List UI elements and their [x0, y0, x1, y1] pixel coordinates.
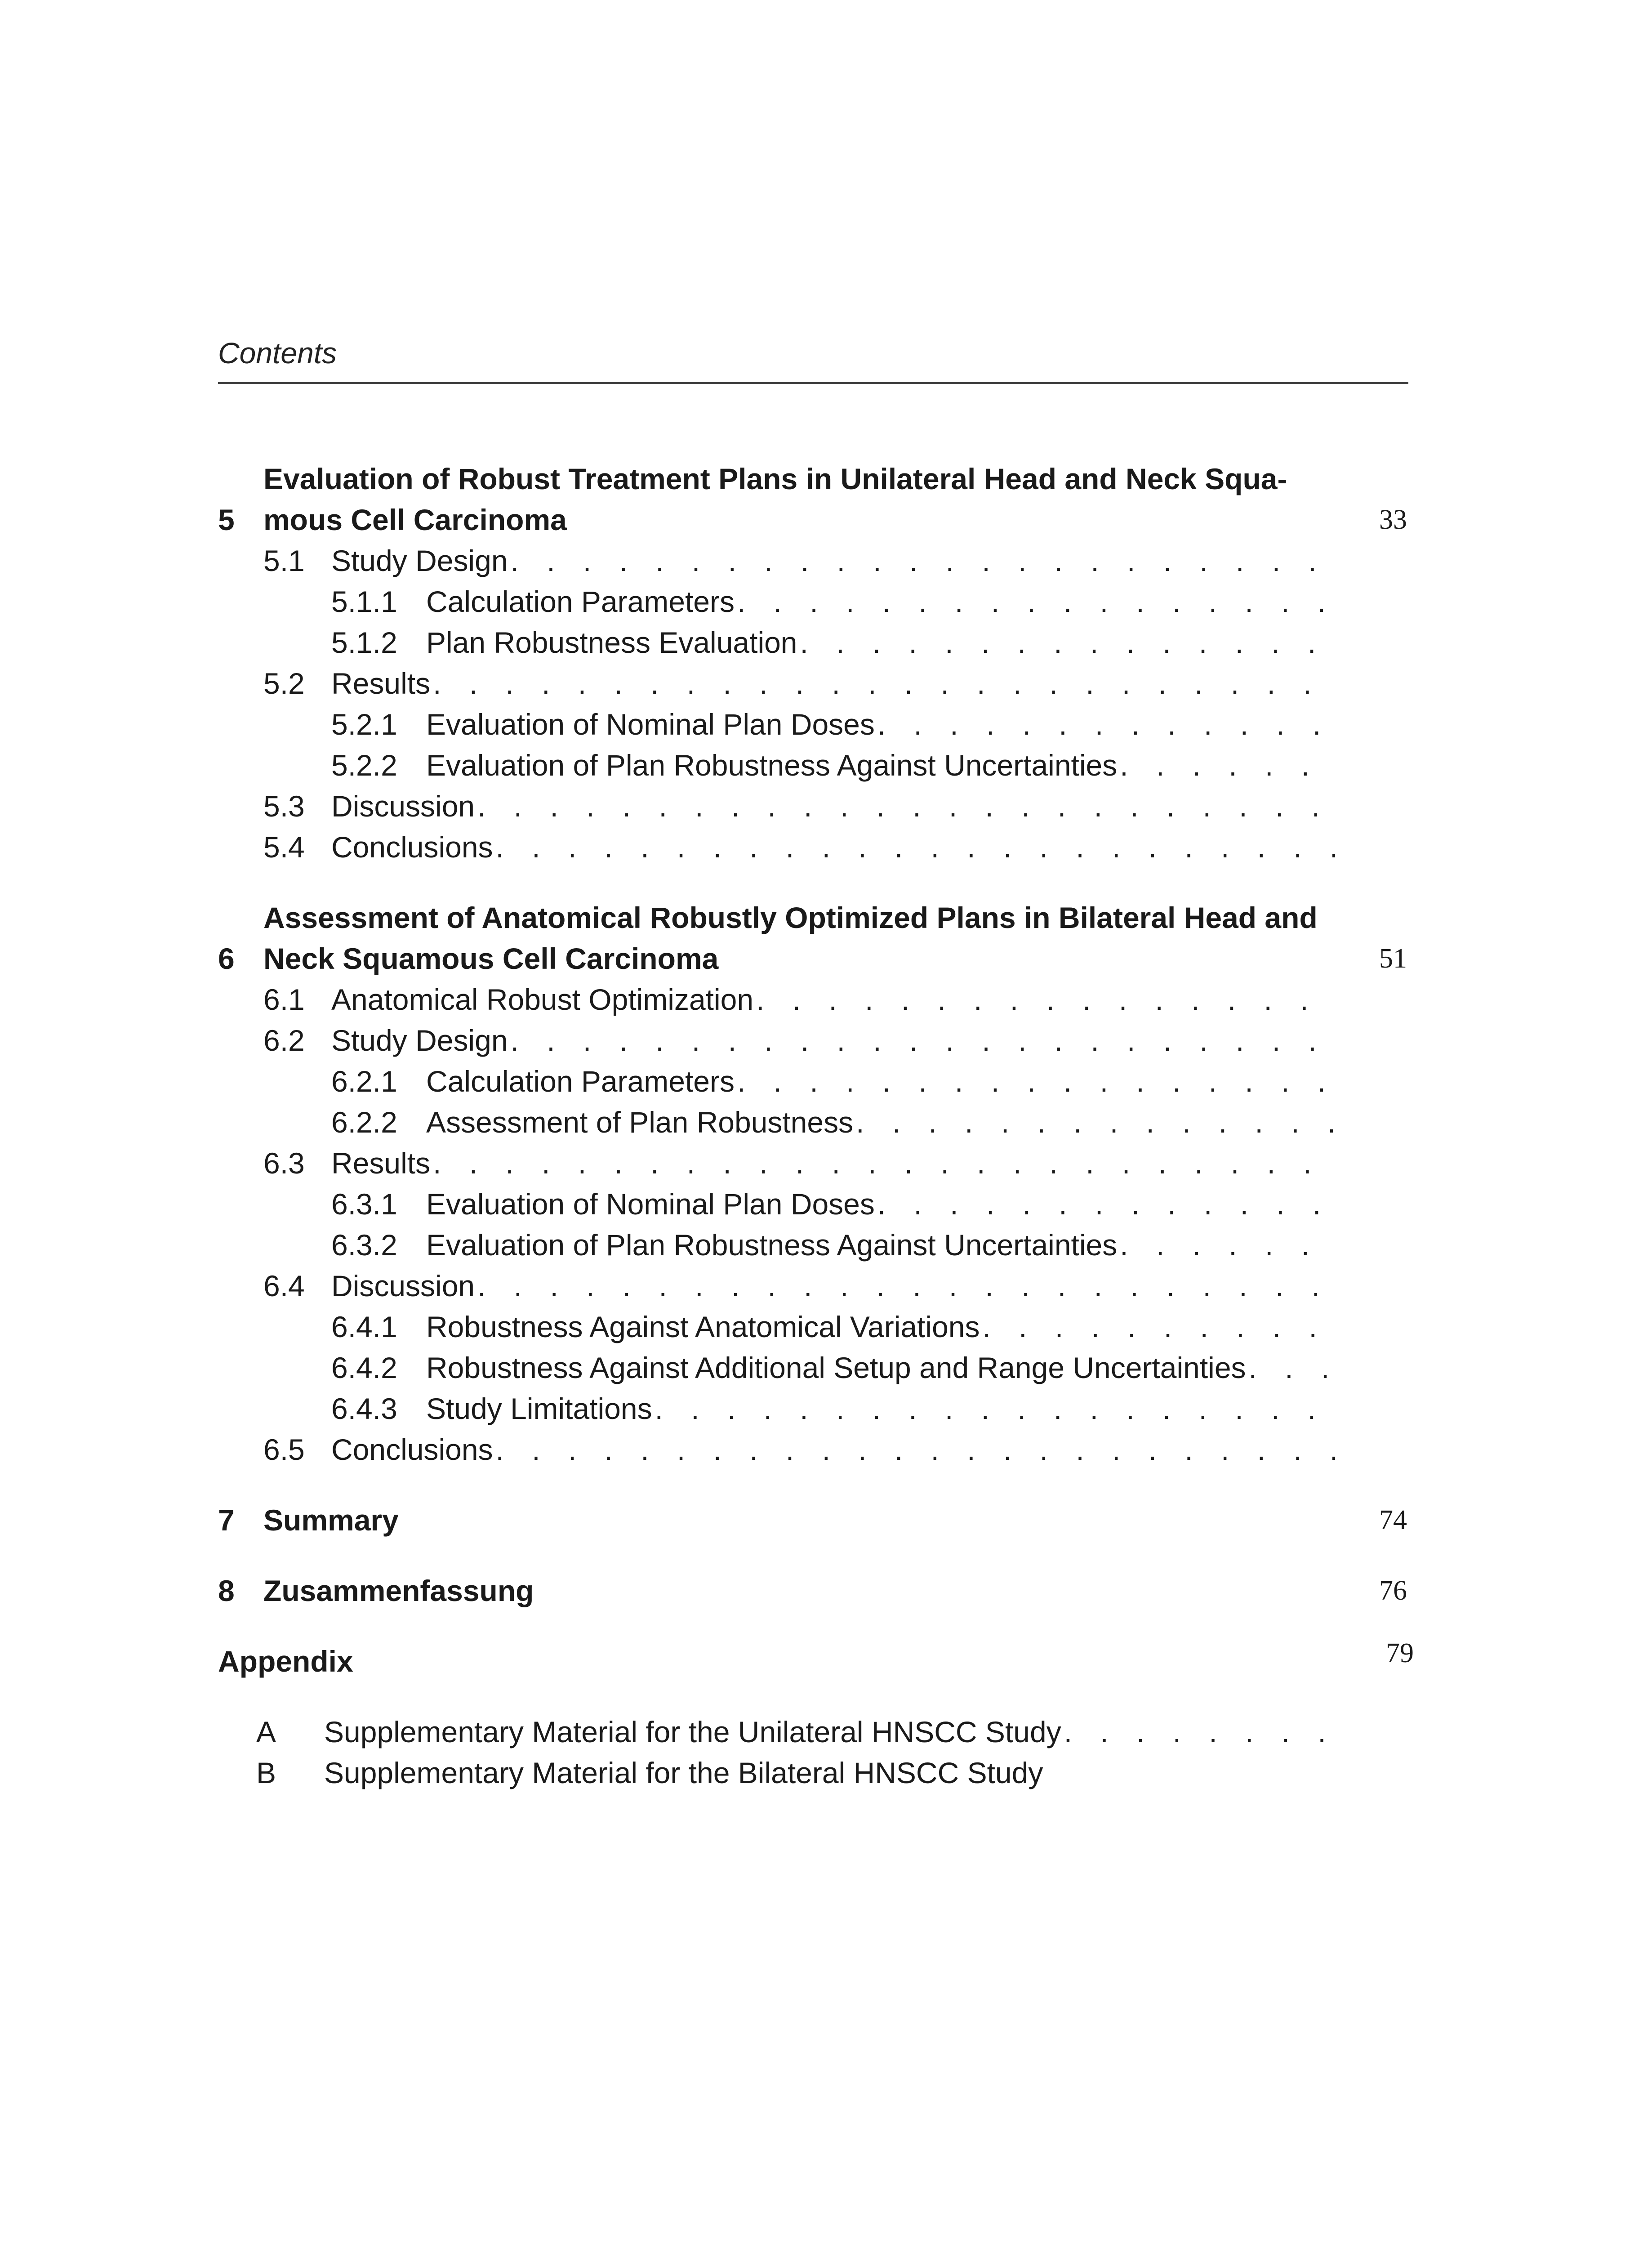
entry-number: A — [256, 1715, 276, 1748]
dot-leader — [875, 1184, 1335, 1225]
entry-title: Study Limitations — [426, 1392, 652, 1425]
dot-leader — [853, 1102, 1335, 1143]
subsection-entry[interactable] — [218, 1184, 1414, 1225]
entry-number: 5.2 — [263, 667, 305, 700]
entry-number: 5.4 — [263, 830, 305, 864]
subsection-entry[interactable] — [218, 704, 1414, 745]
chapter-title-line: Evaluation of Robust Treatment Plans in Unilateral Head and Neck Squa- — [263, 462, 1287, 495]
chapter-heading[interactable] — [218, 897, 1414, 979]
dot-leader — [1117, 1225, 1335, 1266]
entry-title: Robustness Against Additional Setup and Range Uncertainties — [426, 1351, 1246, 1384]
entry-title: Robustness Against Anatomical Variations — [426, 1310, 980, 1343]
chapter-page-number: 74 — [1379, 1505, 1407, 1535]
chapter-page-number: 76 — [1379, 1575, 1407, 1606]
subsection-entry[interactable] — [218, 622, 1414, 663]
section-entry[interactable] — [218, 1020, 1414, 1061]
entry-title: Evaluation of Nominal Plan Doses — [426, 708, 875, 741]
entry-title: Conclusions — [331, 830, 493, 864]
running-head: Contents — [218, 336, 337, 370]
subsection-entry[interactable] — [218, 1347, 1414, 1388]
subsection-entry[interactable] — [218, 745, 1414, 786]
dot-leader — [475, 1266, 1335, 1307]
dot-leader — [1246, 1347, 1335, 1388]
subsection-entry[interactable] — [218, 1225, 1414, 1266]
entry-title: Discussion — [331, 789, 475, 823]
appendix-title: Appendix — [218, 1645, 353, 1678]
dot-leader — [430, 1143, 1335, 1184]
entry-number: 5.2.2 — [331, 749, 397, 782]
entry-number: 6.5 — [263, 1433, 305, 1466]
dot-leader — [430, 663, 1335, 704]
entry-number: 6.3.1 — [331, 1187, 397, 1221]
entry-number: 6.2.1 — [331, 1065, 397, 1098]
entry-title: Calculation Parameters — [426, 1065, 735, 1098]
chapter-number: 6 — [218, 942, 235, 975]
appendix-page-number: 79 — [1386, 1638, 1414, 1668]
dot-leader — [508, 540, 1335, 581]
entry-title: Plan Robustness Evaluation — [426, 626, 797, 659]
appendix-gap — [218, 1682, 1414, 1712]
section-entry[interactable] — [218, 540, 1414, 581]
section-entry[interactable] — [218, 979, 1414, 1020]
chapter-gap — [218, 1541, 1414, 1570]
entry-number: 6.4 — [263, 1269, 305, 1302]
entry-number: 5.1.2 — [331, 626, 397, 659]
chapter-heading[interactable] — [218, 1570, 1414, 1611]
chapter-title-line: Zusammenfassung — [263, 1574, 534, 1607]
dot-leader — [508, 1020, 1335, 1061]
dot-leader — [875, 704, 1335, 745]
header-rule — [218, 382, 1408, 384]
chapter-title — [263, 1570, 1329, 1611]
entry-number: 5.1 — [263, 544, 305, 577]
entry-number: 6.2 — [263, 1024, 305, 1057]
dot-leader — [797, 622, 1335, 663]
entry-title: Results — [331, 1146, 431, 1180]
chapter-title-line: Assessment of Anatomical Robustly Optimized Plans in Bilateral Head and — [263, 901, 1318, 934]
chapter-number: 5 — [218, 503, 235, 536]
entry-number: 6.4.2 — [331, 1351, 397, 1384]
dot-leader — [753, 979, 1335, 1020]
appendix-heading[interactable] — [218, 1638, 1414, 1682]
chapter-number: 7 — [218, 1503, 235, 1537]
entry-number: 5.2.1 — [331, 708, 397, 741]
dot-leader — [493, 1429, 1335, 1470]
entry-number: 6.4.1 — [331, 1310, 397, 1343]
chapter-gap — [218, 868, 1414, 897]
entry-number: 6.1 — [263, 983, 305, 1016]
entry-title: Study Design — [331, 544, 508, 577]
entry-number: 5.3 — [263, 789, 305, 823]
appendix-entry[interactable] — [218, 1753, 1414, 1793]
section-entry[interactable] — [218, 1143, 1414, 1184]
section-entry[interactable] — [218, 1429, 1414, 1470]
chapter-title — [263, 1500, 1329, 1541]
subsection-entry[interactable] — [218, 1102, 1414, 1143]
section-entry[interactable] — [218, 663, 1414, 704]
entry-title: Calculation Parameters — [426, 585, 735, 618]
entry-number: B — [256, 1756, 276, 1789]
table-of-contents — [218, 459, 1414, 1793]
entry-title: Discussion — [331, 1269, 475, 1302]
dot-leader — [652, 1388, 1335, 1429]
entry-number: 5.1.1 — [331, 585, 397, 618]
entry-title: Evaluation of Plan Robustness Against Uncertainties — [426, 1228, 1118, 1262]
entry-title: Study Design — [331, 1024, 508, 1057]
dot-leader — [493, 827, 1335, 868]
appendix-gap — [218, 1611, 1414, 1641]
dot-leader — [1117, 745, 1335, 786]
entry-number: 6.4.3 — [331, 1392, 397, 1425]
subsection-entry[interactable] — [218, 581, 1414, 622]
entry-title: Supplementary Material for the Unilateral HNSCC Study — [324, 1715, 1061, 1748]
entry-title: Conclusions — [331, 1433, 493, 1466]
chapter-gap — [218, 1470, 1414, 1500]
entry-title: Anatomical Robust Optimization — [331, 983, 754, 1016]
chapter-page-number: 33 — [1379, 504, 1407, 535]
dot-leader — [980, 1307, 1335, 1347]
dot-leader — [475, 786, 1335, 827]
subsection-entry[interactable] — [218, 1388, 1414, 1429]
chapter-heading[interactable] — [218, 459, 1414, 540]
chapter-number: 8 — [218, 1574, 235, 1607]
dot-leader — [735, 581, 1335, 622]
section-entry[interactable] — [218, 827, 1414, 868]
entry-title: Results — [331, 667, 431, 700]
chapter-heading[interactable] — [218, 1500, 1414, 1541]
chapter-title-line: Summary — [263, 1503, 399, 1537]
entry-title: Supplementary Material for the Bilateral HNSCC Study — [324, 1756, 1043, 1789]
section-entry[interactable] — [218, 1266, 1414, 1307]
entry-number: 6.3 — [263, 1146, 305, 1180]
entry-number: 6.3.2 — [331, 1228, 397, 1262]
chapter-title — [263, 897, 1329, 979]
entry-title: Evaluation of Plan Robustness Against Uncertainties — [426, 749, 1118, 782]
chapter-title-line: mous Cell Carcinoma — [263, 503, 567, 536]
entry-title: Evaluation of Nominal Plan Doses — [426, 1187, 875, 1221]
subsection-entry[interactable] — [218, 1061, 1414, 1102]
appendix-entry[interactable] — [218, 1712, 1414, 1753]
subsection-entry[interactable] — [218, 1307, 1414, 1347]
dot-leader — [1061, 1712, 1335, 1753]
section-entry[interactable] — [218, 786, 1414, 827]
chapter-title — [263, 459, 1329, 540]
chapter-page-number: 51 — [1379, 943, 1407, 974]
dot-leader — [735, 1061, 1335, 1102]
entry-number: 6.2.2 — [331, 1106, 397, 1139]
entry-title: Assessment of Plan Robustness — [426, 1106, 854, 1139]
chapter-title-line: Neck Squamous Cell Carcinoma — [263, 942, 719, 975]
